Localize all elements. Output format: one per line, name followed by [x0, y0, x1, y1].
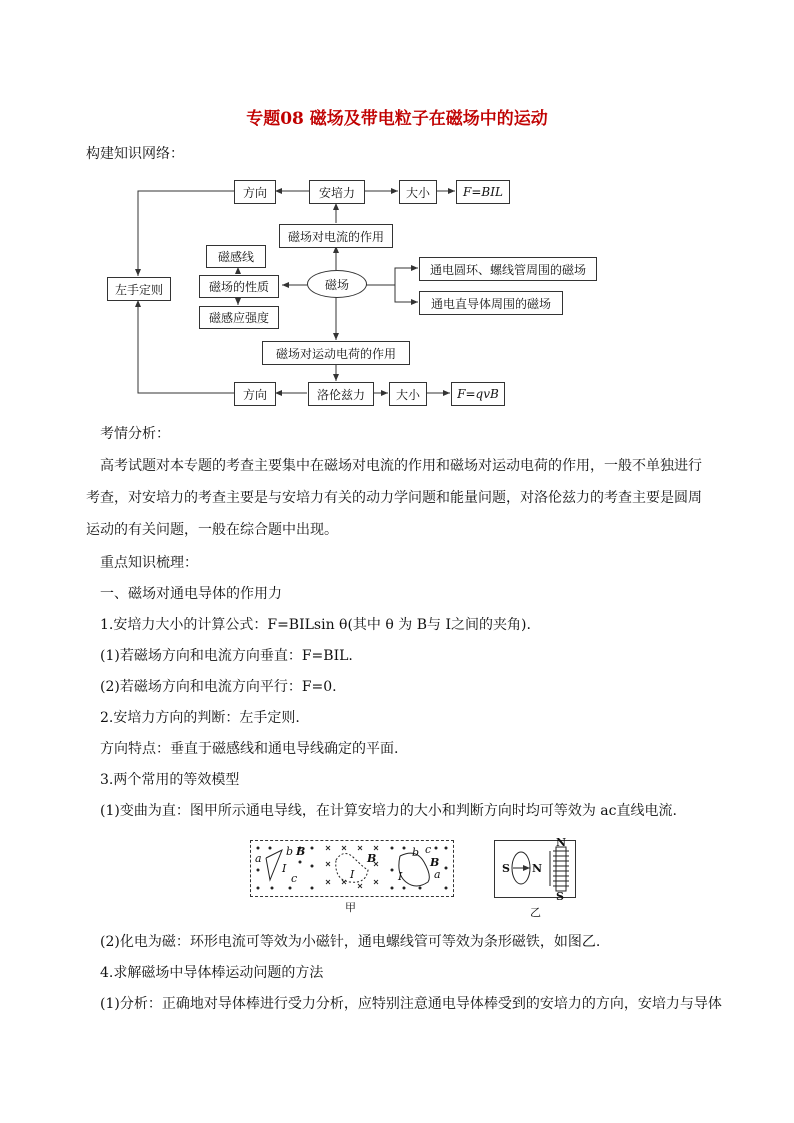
ellipse-magnetic-field: 磁场	[307, 270, 367, 298]
point-3: 3.两个常用的等效模型	[100, 772, 240, 788]
box-straight-wire: 通电直导体周围的磁场	[419, 291, 563, 315]
figure-yi-caption: 乙	[530, 906, 541, 919]
key-label: 重点知识梳理：	[100, 555, 198, 571]
box-formula-bil: F=BIL	[456, 180, 510, 204]
box-size-bottom: 大小	[389, 382, 427, 406]
exam-paragraph: 高考试题对本专题的考查主要集中在磁场对电流的作用和磁场对运动电荷的作用，一般不单独进行考查，对安培力的考查主要是与安培力有关的动力学问题和能量问题，对洛伦兹力的考查主要是圆周运动的有关问题，一般在综合题中出现。	[86, 458, 702, 538]
magnet-n-label: N	[532, 862, 543, 875]
fig-label-B2: B	[367, 852, 377, 865]
coil-s-label: S	[556, 890, 564, 903]
point-1: 1.安培力大小的计算公式：F=BILsin θ(其中 θ 为 B与 I之间的夹角).	[100, 617, 531, 633]
magnet-s-label: S	[502, 862, 510, 875]
fig-label-b1: b	[286, 845, 294, 858]
fig-label-B1: B	[296, 845, 306, 858]
box-size-top: 大小	[399, 180, 437, 204]
fig-label-b3: b	[412, 846, 420, 859]
point-1b: (2)若磁场方向和电流方向平行：F=0.	[100, 679, 337, 695]
box-left-hand-rule: 左手定则	[107, 277, 171, 301]
exam-label: 考情分析：	[100, 426, 170, 442]
fig-label-I2: I	[350, 868, 355, 881]
fig-label-c1: c	[291, 872, 298, 885]
box-charge-effect: 磁场对运动电荷的作用	[262, 341, 410, 365]
figure-jia-caption: 甲	[345, 901, 356, 914]
point-3a: (1)变曲为直：图甲所示通电导线，在计算安培力的大小和判断方向时均可等效为 ac直线电流.	[100, 803, 677, 819]
box-field-nature: 磁场的性质	[199, 275, 279, 298]
box-direction-top: 方向	[234, 180, 276, 204]
box-formula-qvb: F=qvB	[451, 382, 505, 406]
box-current-effect: 磁场对电流的作用	[279, 224, 393, 248]
box-field-lines: 磁感线	[206, 245, 266, 268]
intro-label: 构建知识网络：	[86, 146, 184, 162]
box-direction-bottom: 方向	[234, 382, 276, 406]
fig-label-c3: c	[425, 843, 432, 856]
box-ampere-force: 安培力	[309, 180, 365, 204]
point-3b: (2)化电为磁：环形电流可等效为小磁针，通电螺线管可等效为条形磁铁，如图乙.	[100, 934, 601, 950]
fig-label-B3: B	[430, 856, 440, 869]
point-2a: 方向特点：垂直于磁感线和通电导线确定的平面.	[100, 741, 399, 757]
point-4: 4.求解磁场中导体棒运动问题的方法	[100, 965, 324, 981]
point-4a: (1)分析：正确地对导体棒进行受力分析，应特别注意通电导体棒受到的安培力的方向，安培力与导体	[100, 996, 722, 1012]
box-ring-solenoid: 通电圆环、螺线管周围的磁场	[419, 257, 597, 281]
fig-label-I1: I	[282, 862, 287, 875]
box-lorentz-force: 洛伦兹力	[308, 382, 374, 406]
coil-n-label: N	[556, 836, 567, 849]
section-heading-1: 一、磁场对通电导体的作用力	[100, 586, 282, 602]
box-field-strength: 磁感应强度	[199, 306, 279, 329]
fig-label-a1: a	[255, 852, 262, 865]
point-1a: (1)若磁场方向和电流方向垂直：F=BIL.	[100, 648, 353, 664]
fig-label-a3: a	[434, 868, 441, 881]
point-2: 2.安培力方向的判断：左手定则.	[100, 710, 300, 726]
fig-label-I3: I	[398, 870, 403, 883]
page-title: 专题08 磁场及带电粒子在磁场中的运动	[246, 109, 548, 129]
